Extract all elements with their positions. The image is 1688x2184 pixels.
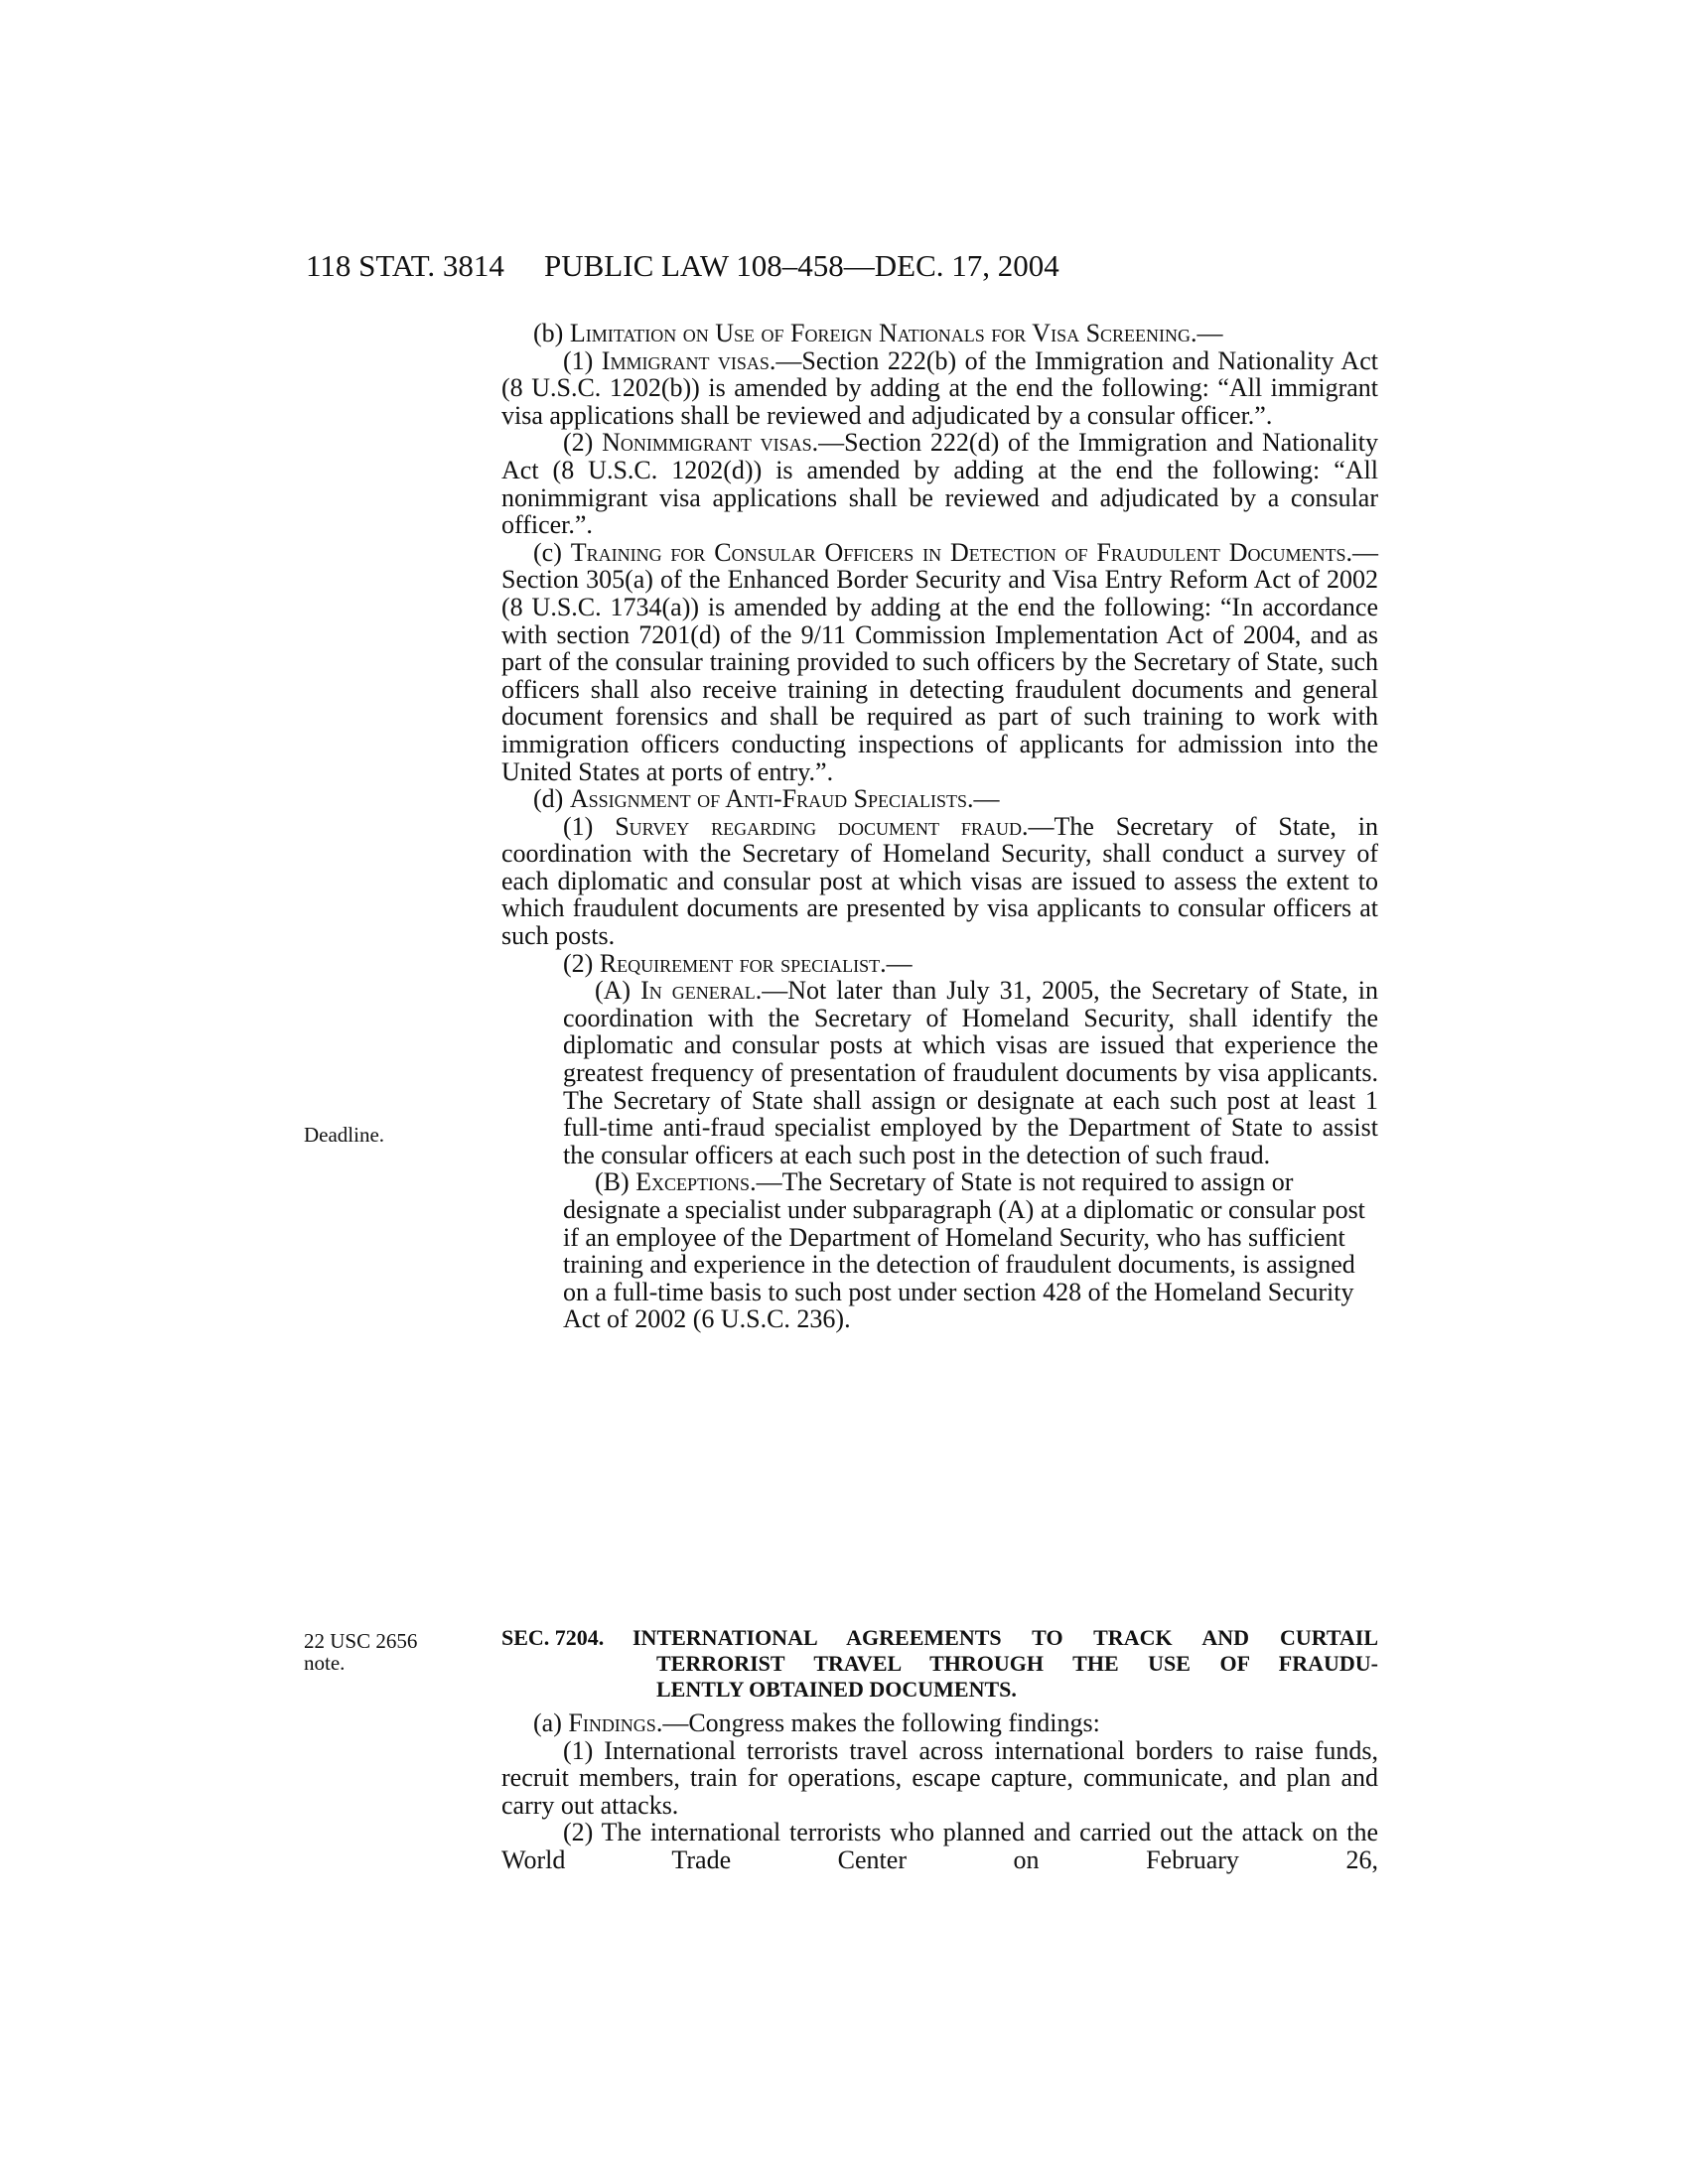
statute-page-number: 118 STAT. 3814 xyxy=(306,248,504,283)
statute-body-top xyxy=(501,320,1378,1333)
subsection-b-heading: (b) Limitation on Use of Foreign Nationals for Visa Screening.— xyxy=(533,319,1223,347)
subsection-b-paragraph-2: (2) Nonimmigrant visas.—Section 222(d) of the Immigration and Nationality Act (8 U.S.C. 1202(d)) is amended by adding at the end the following: “All nonimmigrant visa applications shall be reviewed and adjudicated by a consular officer.”. xyxy=(501,428,1378,540)
section-title: INTERNATIONAL AGREEMENTS TO TRACK AND CURTAIL TERRORIST TRAVEL THROUGH THE USE OF FRAUDU- LENTLY OBTAINED DOCUMENTS. xyxy=(633,1625,1378,1702)
public-law-citation: PUBLIC LAW 108–458—DEC. 17, 2004 xyxy=(544,248,1059,283)
subsection-b-paragraph-1: (1) Immigrant visas.—Section 222(b) of the Immigration and Nationality Act (8 U.S.C. 1202(b)) is amended by adding at the end the following: “All immigrant visa applications shall be reviewed and adjudicated by a consular officer.”. xyxy=(501,345,1378,430)
margin-note-usc xyxy=(304,1630,417,1674)
margin-note-usc-line2: note. xyxy=(304,1651,346,1675)
subsection-d-subparagraph-b: (B) Exceptions.—The Secretary of State is not required to assign or designate a specialist under subparagraph (A) at a diplomatic or consular post if an employee of the Department of Homeland Security, who has sufficient training and experience in the detection of fraudulent documents, is assigned on a full-time basis to such post under section 428 of the Homeland Security Act of 2002 (6 U.S.C. 236). xyxy=(563,1167,1365,1334)
subsection-d-paragraph-2-heading: (2) Requirement for specialist.— xyxy=(563,948,913,978)
subsection-c: (c) Training for Consular Officers in Detection of Fraudulent Documents.—Section 305(a) of the Enhanced Border Security and Visa Entry Reform Act of 2002 (8 U.S.C. 1734(a)) is amended by adding at the end the following: “In accordance with section 7201(d) of the 9/11 Commission Implementation Act of 2004, and as part of the consular training provided to such officers by the Secretary of State, such officers shall also receive training in detecting fraudulent documents and general document forensics and shall be required as part of such training to work with immigration officers conducting inspections of applicants for admission into the United States at ports of entry.”. xyxy=(501,537,1378,786)
subsection-d-subparagraph-a: (A) In general.—Not later than July 31, 2005, the Secretary of State, in coordination with the Secretary of Homeland Security, shall identify the diplomatic and consular posts at which visas are issued that experience the greatest frequency of presentation of fraudulent documents by visa applicants. The Secretary of State shall assign or designate at each such post at least 1 full-time anti-fraud specialist employed by the Department of State to assist the consular officers at each such post in the detection of such fraud. xyxy=(563,976,1378,1169)
margin-note-deadline: Deadline. xyxy=(304,1123,385,1147)
section-7204-subsection-a: (a) Findings.—Congress makes the following findings: xyxy=(533,1708,1100,1737)
section-7204-finding-1: (1) International terrorists travel across international borders to raise funds, recruit members, train for operations, escape capture, communicate, and plan and carry out attacks. xyxy=(501,1735,1378,1820)
margin-note-usc-line1: 22 USC 2656 xyxy=(304,1629,418,1653)
subsection-d-paragraph-1: (1) Survey regarding document fraud.—The Secretary of State, in coordination with the Secretary of Homeland Security, shall conduct a survey of each diplomatic and consular post at which visas are issued to assess the extent to which fraudulent documents are presented by visa applicants to consular officers at such posts. xyxy=(501,811,1378,951)
statute-body-bottom xyxy=(501,1709,1378,1874)
section-number: SEC. 7204. xyxy=(501,1625,605,1650)
section-7204-finding-2: (2) The international terrorists who planned and carried out the attack on the World Trade Center on February 26, xyxy=(501,1818,1378,1874)
running-header xyxy=(306,246,1299,286)
subsection-d-heading: (d) Assignment of Anti-Fraud Specialists.— xyxy=(533,784,1000,814)
